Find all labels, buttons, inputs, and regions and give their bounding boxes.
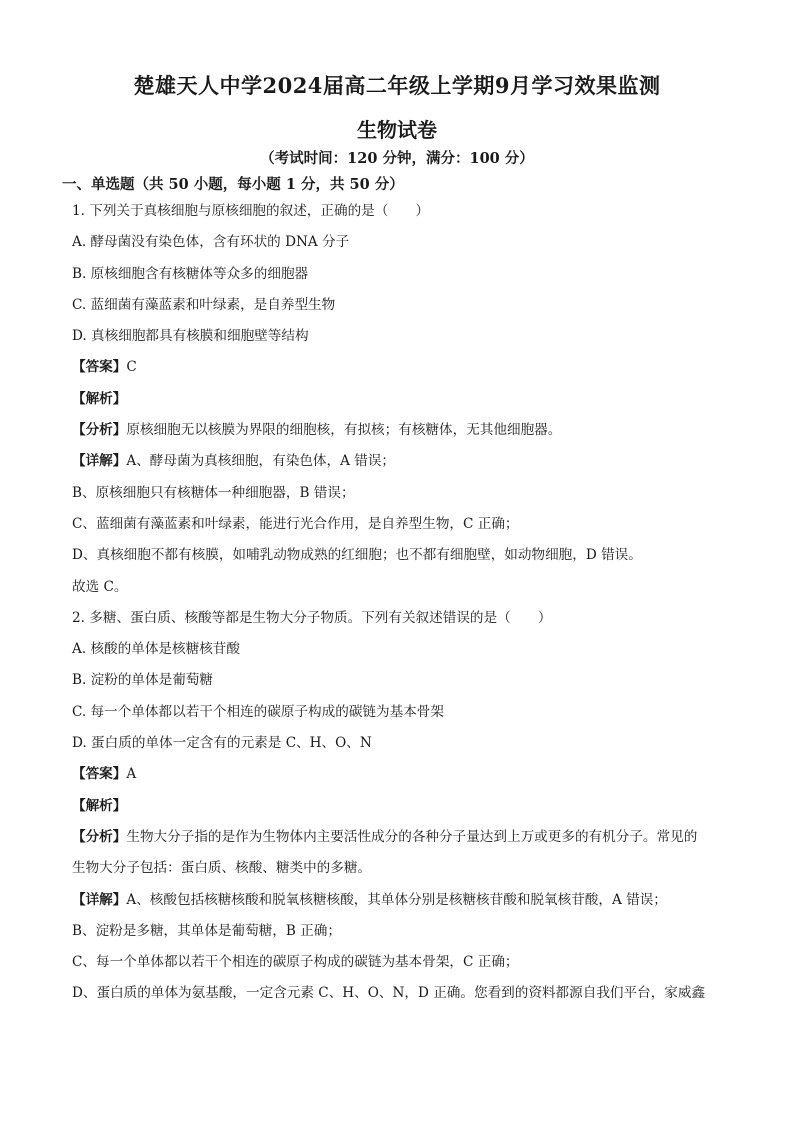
exam-title: 楚雄天人中学2024届高二年级上学期9月学习效果监测 — [133, 73, 661, 98]
q1-xiangjie-b: B、原核细胞只有核糖体一种细胞器，B 错误； — [72, 484, 355, 501]
q2-xiangjie-b: B、淀粉是多糖，其单体是葡萄糖，B 正确； — [72, 922, 341, 939]
fenxi-tag: 【分析】 — [72, 422, 127, 439]
q2-xiangjie-d: D、蛋白质的单体为氨基酸，一定含元素 C、H、O、N，D 正确。您看到的资料都源自我们平台，家威鑫 — [72, 985, 706, 1002]
analysis-tag: 【解析】 — [72, 390, 127, 407]
q1-conclusion: 故选 C。 — [72, 578, 128, 595]
section-heading: 一、单选题（共 50 小题，每小题 1 分，共 50 分） — [62, 176, 404, 193]
q1-option-c: C. 蓝细菌有藻蓝素和叶绿素，是自养型生物 — [72, 296, 336, 313]
q1-xiangjie-c: C、蓝细菌有藻蓝素和叶绿素，能进行光合作用，是自养型生物，C 正确； — [72, 515, 519, 532]
q2-option-a: A. 核酸的单体是核糖核苷酸 — [72, 641, 240, 658]
q1-xiangjie-line — [72, 447, 752, 478]
q2-stem: 2. 多糖、蛋白质、核酸等都是生物大分子物质。下列有关叙述错误的是（ ） — [72, 609, 552, 626]
q2-option-d: D. 蛋白质的单体一定含有的元素是 C、H、O、N — [72, 735, 372, 752]
q2-fenxi-line — [72, 823, 752, 854]
fenxi-tag: 【分析】 — [72, 828, 127, 845]
xiangjie-tag: 【详解】 — [72, 453, 127, 470]
exam-info: （考试时间：120 分钟，满分：100 分） — [260, 150, 534, 167]
question-body — [72, 197, 752, 1011]
q1-analysis-line — [72, 385, 752, 416]
q1-option-a: A. 酵母菌没有染色体，含有环状的 DNA 分子 — [72, 234, 350, 251]
q2-fenxi-continuation: 生物大分子包括：蛋白质、核酸、糖类中的多糖。 — [72, 860, 372, 877]
q1-fenxi-line — [72, 416, 752, 447]
q2-answer-line — [72, 760, 752, 791]
q1-xiangjie-d: D、真核细胞不都有核膜，如哺乳动物成熟的红细胞；也不都有细胞壁，如动物细胞，D 错误。 — [72, 547, 642, 564]
q1-fenxi: 原核细胞无以核膜为界限的细胞核，有拟核；有核糖体，无其他细胞器。 — [126, 422, 562, 439]
q1-option-b: B. 原核细胞含有核糖体等众多的细胞器 — [72, 265, 309, 282]
q2-answer: A — [126, 766, 137, 783]
q2-option-b: B. 淀粉的单体是葡萄糖 — [72, 672, 213, 689]
q2-xiangjie-a: A、核酸包括核糖核酸和脱氧核糖核酸，其单体分别是核糖核苷酸和脱氧核苷酸，A 错误； — [126, 891, 667, 908]
q1-stem: 1. 下列关于真核细胞与原核细胞的叙述，正确的是（ ） — [72, 203, 430, 219]
analysis-tag: 【解析】 — [72, 797, 127, 814]
q1-xiangjie-a: A、酵母菌为真核细胞，有染色体，A 错误； — [126, 453, 396, 470]
q2-fenxi-1: 生物大分子指的是作为生物体内主要活性成分的各种分子量达到上万或更多的有机分子。常见的 — [126, 828, 698, 845]
q2-xiangjie-line — [72, 886, 752, 917]
answer-tag: 【答案】 — [72, 766, 127, 783]
q1-answer: C — [126, 359, 137, 376]
q2-analysis-line — [72, 792, 752, 823]
q1-option-d: D. 真核细胞都具有核膜和细胞壁等结构 — [72, 328, 309, 345]
q2-option-c: C. 每一个单体都以若干个相连的碳原子构成的碳链为基本骨架 — [72, 703, 444, 720]
xiangjie-tag: 【详解】 — [72, 891, 127, 908]
subject-title: 生物试卷 — [357, 118, 437, 142]
q1-answer-line — [72, 353, 752, 384]
answer-tag: 【答案】 — [72, 359, 127, 376]
q2-xiangjie-c: C、每一个单体都以若干个相连的碳原子构成的碳链为基本骨架，C 正确； — [72, 954, 519, 971]
